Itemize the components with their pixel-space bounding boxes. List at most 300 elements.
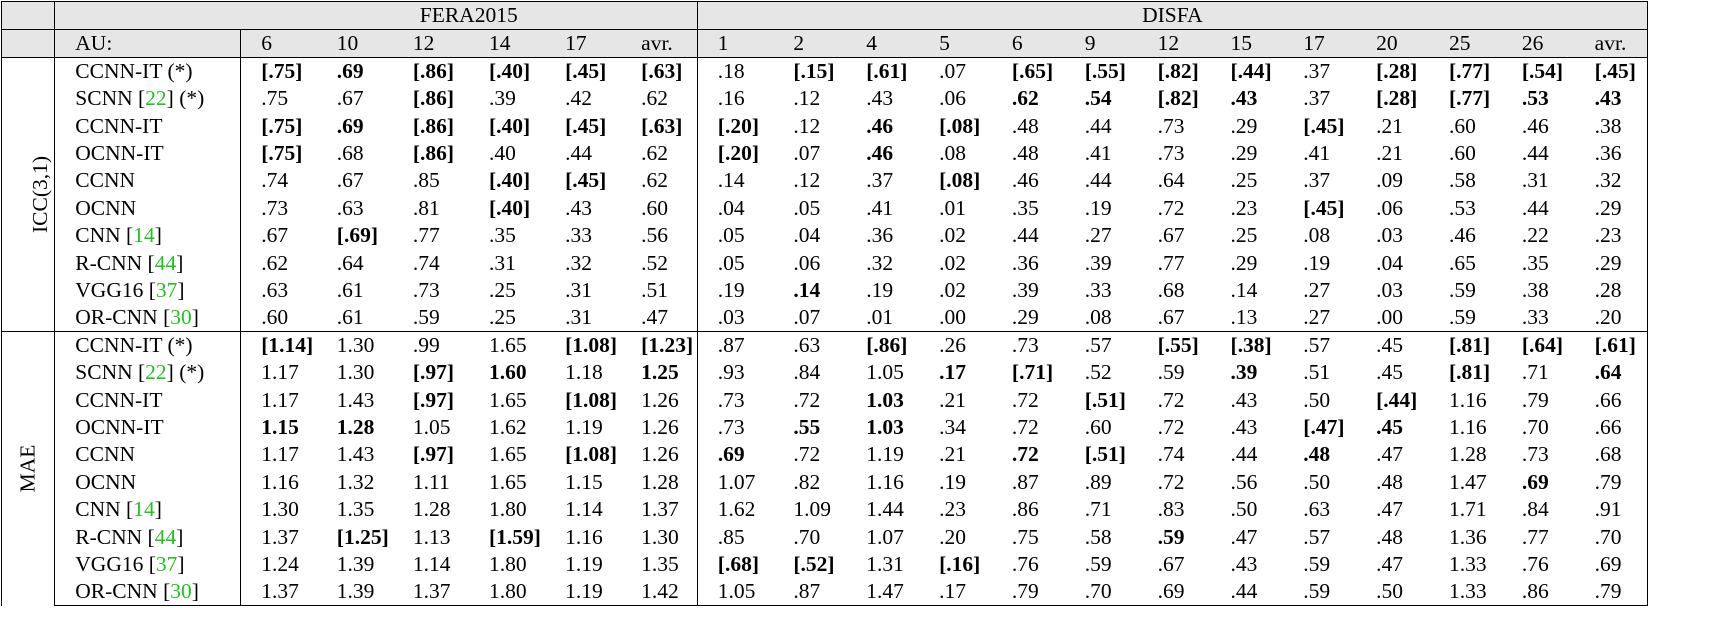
value-cell: .39 bbox=[1230, 360, 1258, 385]
method-suffix: (*) bbox=[173, 86, 205, 111]
value-cell: .05 bbox=[717, 223, 745, 248]
value-cell: 1.43 bbox=[336, 442, 375, 467]
value-cell: .44 bbox=[1084, 168, 1112, 193]
value-cell: .01 bbox=[939, 195, 966, 220]
value-cell: .06 bbox=[793, 250, 821, 275]
value-cell: .59 bbox=[1303, 552, 1331, 577]
value-cell: .21 bbox=[1376, 140, 1404, 165]
value-cell: .52 bbox=[621, 249, 697, 276]
value-cell: .48 bbox=[1011, 113, 1039, 138]
value-cell: .14 bbox=[717, 168, 745, 193]
value-cell: 1.43 bbox=[336, 387, 375, 412]
value-cell: .81 bbox=[412, 195, 440, 220]
au-column-header: 1 bbox=[697, 30, 773, 58]
value-cell: .36 bbox=[1575, 140, 1648, 167]
method-name: R-CNN bbox=[75, 250, 143, 275]
value-cell: 1.65 bbox=[488, 387, 527, 412]
value-cell: 1.80 bbox=[488, 497, 527, 522]
value-cell: 1.15 bbox=[261, 415, 299, 440]
value-cell: .63 bbox=[1303, 497, 1331, 522]
value-cell: .67 bbox=[1157, 552, 1185, 577]
value-cell: .99 bbox=[393, 332, 469, 360]
value-cell: .59 bbox=[1448, 277, 1476, 302]
method-name: CNN bbox=[75, 223, 121, 248]
value-cell: .00 bbox=[939, 305, 966, 330]
value-cell: .32 bbox=[1575, 167, 1648, 194]
dataset-header-fera2015: FERA2015 bbox=[241, 2, 698, 30]
citation-link[interactable]: 44 bbox=[154, 524, 177, 549]
value-cell: .70 bbox=[1065, 578, 1138, 606]
value-cell: .67 bbox=[336, 86, 364, 111]
value-cell: 1.07 bbox=[866, 524, 904, 549]
value-cell: .76 bbox=[1521, 552, 1549, 577]
value-cell: 1.05 bbox=[697, 578, 773, 606]
value-cell: .21 bbox=[1376, 113, 1404, 138]
value-cell: .04 bbox=[1376, 250, 1404, 275]
value-cell: .72 bbox=[1157, 387, 1185, 412]
value-cell: .38 bbox=[1575, 112, 1648, 139]
value-cell: .44 bbox=[1521, 140, 1549, 165]
value-cell: [.82] bbox=[1138, 58, 1211, 86]
value-cell: .69 bbox=[717, 442, 745, 467]
value-cell: 1.16 bbox=[565, 524, 603, 549]
value-cell: 1.62 bbox=[717, 497, 756, 522]
au-header-row bbox=[2, 30, 1721, 58]
value-cell: .44 bbox=[1230, 442, 1258, 467]
value-cell: .70 bbox=[793, 524, 821, 549]
value-cell: 1.33 bbox=[1429, 578, 1502, 606]
method-cell: CNN [14] bbox=[55, 496, 241, 523]
value-cell: [.55] bbox=[1065, 58, 1138, 86]
value-cell: [.81] bbox=[1448, 360, 1491, 385]
method-name: OCNN bbox=[75, 195, 137, 220]
value-cell: 1.18 bbox=[565, 360, 603, 385]
value-cell: .27 bbox=[1303, 277, 1331, 302]
table-row bbox=[2, 167, 1721, 194]
value-cell: [.40] bbox=[488, 195, 531, 220]
value-cell: [.20] bbox=[717, 113, 759, 138]
value-cell: 1.17 bbox=[261, 387, 299, 412]
value-cell: .69 bbox=[317, 58, 393, 86]
citation-link[interactable]: 14 bbox=[133, 223, 155, 248]
value-cell: .69 bbox=[1575, 551, 1648, 578]
value-cell: .59 bbox=[1448, 305, 1476, 330]
value-cell: .66 bbox=[1575, 414, 1648, 441]
value-cell: 1.19 bbox=[565, 415, 603, 440]
value-cell: .07 bbox=[793, 140, 821, 165]
table-row bbox=[2, 441, 1721, 468]
value-cell: 1.07 bbox=[717, 469, 756, 494]
method-suffix: (*) bbox=[162, 59, 193, 83]
value-cell: [.45] bbox=[565, 113, 607, 138]
value-cell: .69 bbox=[1521, 469, 1549, 494]
value-cell: .60 bbox=[1448, 113, 1476, 138]
au-column-header: 15 bbox=[1210, 30, 1283, 58]
value-cell: .45 bbox=[1376, 360, 1404, 385]
value-cell: .31 bbox=[565, 305, 592, 330]
value-cell: 1.16 bbox=[261, 469, 299, 494]
value-cell: .63 bbox=[336, 195, 364, 220]
method-name: CCNN-IT bbox=[75, 113, 163, 138]
method-cell bbox=[55, 332, 241, 360]
value-cell: 1.80 bbox=[469, 578, 545, 606]
method-cell: OR-CNN [30] bbox=[55, 578, 241, 606]
value-cell: 1.24 bbox=[261, 552, 299, 577]
value-cell: .72 bbox=[1011, 415, 1039, 440]
value-cell: .86 bbox=[1502, 578, 1575, 606]
value-cell: .73 bbox=[1157, 140, 1185, 165]
au-column-header: 5 bbox=[919, 30, 992, 58]
table-row bbox=[2, 58, 1721, 86]
value-cell: .43 bbox=[1575, 85, 1648, 112]
value-cell: .48 bbox=[1011, 140, 1039, 165]
method-name: OCNN-IT bbox=[75, 140, 164, 165]
value-cell: 1.05 bbox=[412, 415, 451, 440]
value-cell: .03 bbox=[1376, 223, 1404, 248]
value-cell: 1.31 bbox=[866, 552, 904, 577]
citation-link[interactable]: 22 bbox=[145, 86, 167, 111]
value-cell: .23 bbox=[1575, 222, 1648, 249]
method-name: CCNN-IT bbox=[75, 333, 163, 358]
value-cell: .43 bbox=[1230, 387, 1258, 412]
value-cell: .39 bbox=[1011, 277, 1039, 302]
value-cell: .60 bbox=[1448, 140, 1476, 165]
value-cell: .43 bbox=[1230, 415, 1258, 440]
value-cell: [.86] bbox=[412, 140, 455, 165]
value-cell: .33 bbox=[1521, 305, 1549, 330]
method-cell bbox=[55, 195, 241, 222]
value-cell: [.75] bbox=[241, 58, 317, 86]
citation-link[interactable]: 37 bbox=[155, 552, 178, 577]
value-cell: .48 bbox=[1303, 442, 1331, 467]
header-corner bbox=[2, 2, 55, 30]
value-cell: .27 bbox=[1303, 305, 1331, 330]
value-cell: .13 bbox=[1230, 305, 1258, 330]
value-cell: .29 bbox=[1575, 195, 1648, 222]
value-cell: .73 bbox=[1521, 442, 1549, 467]
value-cell: [.08] bbox=[939, 113, 981, 138]
value-cell: .43 bbox=[565, 195, 592, 220]
value-cell: .31 bbox=[1521, 168, 1549, 193]
au-column-header: 14 bbox=[469, 30, 545, 58]
value-cell: 1.60 bbox=[488, 360, 527, 385]
citation-link[interactable]: 37 bbox=[155, 277, 178, 302]
value-cell: [.54] bbox=[1502, 58, 1575, 86]
value-cell: 1.25 bbox=[621, 359, 697, 386]
value-cell: [.45] bbox=[1303, 113, 1345, 138]
value-cell: .47 bbox=[621, 304, 697, 332]
table-row bbox=[2, 277, 1721, 304]
method-cell bbox=[55, 387, 241, 414]
value-cell: .35 bbox=[1521, 250, 1549, 275]
value-cell: [1.59] bbox=[488, 524, 541, 549]
value-cell: .01 bbox=[866, 305, 894, 330]
value-cell: .87 bbox=[773, 578, 846, 606]
value-cell: .06 bbox=[1376, 195, 1404, 220]
method-cell: SCNN [22] (*) bbox=[55, 85, 241, 112]
value-cell: .27 bbox=[1084, 223, 1112, 248]
value-cell: [.38] bbox=[1210, 332, 1283, 360]
value-cell: .45 bbox=[1356, 332, 1429, 360]
method-cell bbox=[55, 140, 241, 167]
value-cell: .44 bbox=[1011, 223, 1039, 248]
value-cell: .05 bbox=[793, 195, 821, 220]
value-cell: .45 bbox=[1376, 415, 1404, 440]
citation-link[interactable]: 30 bbox=[170, 579, 192, 604]
value-cell: .67 bbox=[336, 168, 364, 193]
value-cell: .19 bbox=[717, 277, 745, 302]
value-cell: .87 bbox=[1011, 469, 1039, 494]
value-cell: .22 bbox=[1521, 223, 1549, 248]
value-cell: .57 bbox=[1283, 332, 1356, 360]
citation-link[interactable]: 22 bbox=[145, 360, 167, 385]
value-cell: .62 bbox=[261, 250, 289, 275]
value-cell: 1.35 bbox=[336, 497, 375, 522]
value-cell: .57 bbox=[1065, 332, 1138, 360]
value-cell: .44 bbox=[1084, 113, 1112, 138]
value-cell: 1.37 bbox=[261, 524, 299, 549]
value-cell: .79 bbox=[1575, 578, 1648, 606]
value-cell: [1.25] bbox=[336, 524, 389, 549]
value-cell: .50 bbox=[1303, 469, 1331, 494]
method-cell: SCNN [22] (*) bbox=[55, 359, 241, 386]
au-column-header: 9 bbox=[1065, 30, 1138, 58]
au-column-header: 25 bbox=[1429, 30, 1502, 58]
value-cell: .84 bbox=[1521, 497, 1549, 522]
value-cell: .46 bbox=[866, 113, 894, 138]
value-cell: 1.13 bbox=[412, 524, 451, 549]
value-cell: .35 bbox=[488, 223, 516, 248]
value-cell: 1.47 bbox=[1448, 469, 1487, 494]
value-cell: [.63] bbox=[621, 58, 697, 86]
au-column-header: 26 bbox=[1502, 30, 1575, 58]
value-cell: .76 bbox=[1011, 552, 1039, 577]
method-name: SCNN bbox=[75, 86, 133, 111]
value-cell: .20 bbox=[939, 524, 966, 549]
value-cell: .56 bbox=[1230, 469, 1258, 494]
method-cell bbox=[55, 441, 241, 468]
value-cell: .69 bbox=[1138, 578, 1211, 606]
value-cell: .85 bbox=[412, 168, 440, 193]
value-cell: 1.03 bbox=[866, 387, 904, 412]
value-cell: 1.80 bbox=[488, 552, 527, 577]
value-cell: 1.28 bbox=[336, 415, 375, 440]
value-cell: [.47] bbox=[1303, 415, 1345, 440]
value-cell: .86 bbox=[1011, 497, 1039, 522]
value-cell: [.44] bbox=[1210, 58, 1283, 86]
citation-link[interactable]: 44 bbox=[154, 250, 177, 275]
table-row bbox=[2, 85, 1721, 112]
value-cell: [.81] bbox=[1429, 332, 1502, 360]
value-cell: .50 bbox=[1230, 497, 1258, 522]
value-cell: .68 bbox=[336, 140, 364, 165]
au-corner bbox=[2, 30, 55, 58]
value-cell: .93 bbox=[717, 360, 745, 385]
value-cell: .37 bbox=[1303, 86, 1331, 111]
metric-group-label-text: MAE bbox=[15, 445, 40, 493]
value-cell: .62 bbox=[621, 85, 697, 112]
method-name: VGG16 bbox=[75, 277, 144, 302]
value-cell: .60 bbox=[261, 305, 289, 330]
value-cell: 1.30 bbox=[621, 523, 697, 550]
value-cell: .36 bbox=[1011, 250, 1039, 275]
value-cell: .19 bbox=[866, 277, 894, 302]
value-cell: .41 bbox=[866, 195, 894, 220]
value-cell: 1.47 bbox=[846, 578, 919, 606]
table-row bbox=[2, 551, 1721, 578]
value-cell: .73 bbox=[717, 415, 745, 440]
value-cell: .85 bbox=[717, 524, 745, 549]
value-cell: .41 bbox=[1303, 140, 1331, 165]
method-cell: R-CNN [44] bbox=[55, 249, 241, 276]
header-method-blank bbox=[55, 2, 241, 30]
method-cell bbox=[55, 414, 241, 441]
au-column-header: 6 bbox=[992, 30, 1065, 58]
value-cell: .34 bbox=[939, 415, 966, 440]
value-cell: 1.37 bbox=[241, 578, 317, 606]
value-cell: 1.35 bbox=[621, 551, 697, 578]
value-cell: 1.36 bbox=[1448, 524, 1487, 549]
value-cell: .67 bbox=[1157, 305, 1185, 330]
value-cell: .60 bbox=[1084, 415, 1112, 440]
value-cell: [.45] bbox=[545, 58, 621, 86]
au-column-header: 12 bbox=[393, 30, 469, 58]
value-cell: [.61] bbox=[846, 58, 919, 86]
value-cell: .29 bbox=[1230, 113, 1258, 138]
value-cell: .65 bbox=[1448, 250, 1476, 275]
value-cell: 1.71 bbox=[1448, 497, 1487, 522]
value-cell: .18 bbox=[697, 58, 773, 86]
value-cell: 1.15 bbox=[565, 469, 603, 494]
value-cell: [.97] bbox=[412, 442, 455, 467]
value-cell: .62 bbox=[621, 167, 697, 194]
value-cell: .74 bbox=[1157, 442, 1185, 467]
value-cell: [.40] bbox=[488, 168, 531, 193]
method-cell bbox=[55, 58, 241, 86]
value-cell: .32 bbox=[565, 250, 592, 275]
value-cell: .29 bbox=[1011, 305, 1039, 330]
value-cell: [.51] bbox=[1084, 387, 1126, 412]
table-row bbox=[2, 359, 1721, 386]
value-cell: .59 bbox=[1157, 524, 1185, 549]
table-row bbox=[2, 249, 1721, 276]
value-cell: .72 bbox=[793, 387, 821, 412]
value-cell: .16 bbox=[717, 86, 745, 111]
value-cell: .59 bbox=[1283, 578, 1356, 606]
value-cell: [.65] bbox=[992, 58, 1065, 86]
value-cell: .53 bbox=[1448, 195, 1476, 220]
value-cell: 1.44 bbox=[866, 497, 904, 522]
value-cell: .71 bbox=[1521, 360, 1549, 385]
value-cell: .40 bbox=[488, 140, 516, 165]
value-cell: .03 bbox=[1376, 277, 1404, 302]
value-cell: 1.14 bbox=[412, 552, 451, 577]
value-cell: .17 bbox=[919, 578, 992, 606]
value-cell: .58 bbox=[1448, 168, 1476, 193]
value-cell: .31 bbox=[488, 250, 516, 275]
value-cell: .56 bbox=[621, 222, 697, 249]
table-row bbox=[2, 112, 1721, 139]
value-cell: [.28] bbox=[1376, 86, 1418, 111]
method-name: CCNN bbox=[75, 442, 135, 467]
value-cell: .39 bbox=[488, 86, 516, 111]
value-cell: 1.26 bbox=[621, 414, 697, 441]
value-cell: .51 bbox=[1303, 360, 1331, 385]
value-cell: .48 bbox=[1376, 469, 1404, 494]
value-cell: .60 bbox=[621, 195, 697, 222]
value-cell: [.86] bbox=[412, 86, 455, 111]
citation-link[interactable]: 30 bbox=[170, 305, 192, 330]
value-cell: .42 bbox=[565, 86, 592, 111]
value-cell: .19 bbox=[1084, 195, 1112, 220]
value-cell: [.75] bbox=[261, 140, 303, 165]
value-cell: .47 bbox=[1376, 442, 1404, 467]
value-cell: .47 bbox=[1230, 524, 1258, 549]
value-cell: .08 bbox=[939, 140, 966, 165]
au-column-header: avr. bbox=[621, 30, 697, 58]
value-cell: .12 bbox=[793, 86, 821, 111]
value-cell: [.61] bbox=[1575, 332, 1648, 360]
value-cell: .57 bbox=[1303, 524, 1331, 549]
value-cell: 1.11 bbox=[412, 469, 450, 494]
value-cell: .14 bbox=[793, 277, 821, 302]
table-row bbox=[2, 222, 1721, 249]
value-cell: .55 bbox=[793, 415, 821, 440]
method-name: OR-CNN bbox=[75, 305, 158, 330]
method-name: OR-CNN bbox=[75, 579, 158, 604]
value-cell: 1.19 bbox=[866, 442, 904, 467]
value-cell: .62 bbox=[1011, 86, 1039, 111]
value-cell: .03 bbox=[717, 305, 745, 330]
au-column-header: avr. bbox=[1575, 30, 1648, 58]
value-cell: 1.28 bbox=[412, 497, 451, 522]
value-cell: .77 bbox=[1157, 250, 1185, 275]
method-name: OCNN bbox=[75, 469, 137, 494]
value-cell: [1.08] bbox=[565, 387, 618, 412]
value-cell: 1.28 bbox=[621, 469, 697, 496]
value-cell: .20 bbox=[1575, 304, 1648, 332]
value-cell: .50 bbox=[1303, 387, 1331, 412]
au-column-header: 4 bbox=[846, 30, 919, 58]
value-cell: .37 bbox=[1283, 58, 1356, 86]
value-cell: [.69] bbox=[336, 223, 378, 248]
au-column-header: 17 bbox=[545, 30, 621, 58]
value-cell: 1.42 bbox=[621, 578, 697, 606]
value-cell: 1.65 bbox=[469, 332, 545, 360]
au-label: AU: bbox=[55, 30, 241, 58]
value-cell: .29 bbox=[1575, 249, 1648, 276]
value-cell: .63 bbox=[773, 332, 846, 360]
value-cell: [.82] bbox=[1157, 86, 1199, 111]
citation-link[interactable]: 14 bbox=[133, 497, 155, 522]
method-cell: VGG16 [37] bbox=[55, 551, 241, 578]
value-cell: .74 bbox=[261, 168, 289, 193]
au-column-header: 20 bbox=[1356, 30, 1429, 58]
value-cell: .12 bbox=[793, 113, 821, 138]
results-table bbox=[1, 1, 1721, 606]
value-cell: [.64] bbox=[1502, 332, 1575, 360]
value-cell: .00 bbox=[1376, 305, 1404, 330]
value-cell: 1.17 bbox=[261, 360, 299, 385]
value-cell: [.40] bbox=[488, 113, 531, 138]
value-cell: 1.19 bbox=[545, 578, 621, 606]
value-cell: [.75] bbox=[261, 113, 303, 138]
value-cell: .72 bbox=[793, 442, 821, 467]
value-cell: .02 bbox=[939, 223, 966, 248]
dataset-header-disfa: DISFA bbox=[697, 2, 1647, 30]
value-cell: 1.39 bbox=[317, 578, 393, 606]
value-cell: .64 bbox=[1575, 359, 1648, 386]
